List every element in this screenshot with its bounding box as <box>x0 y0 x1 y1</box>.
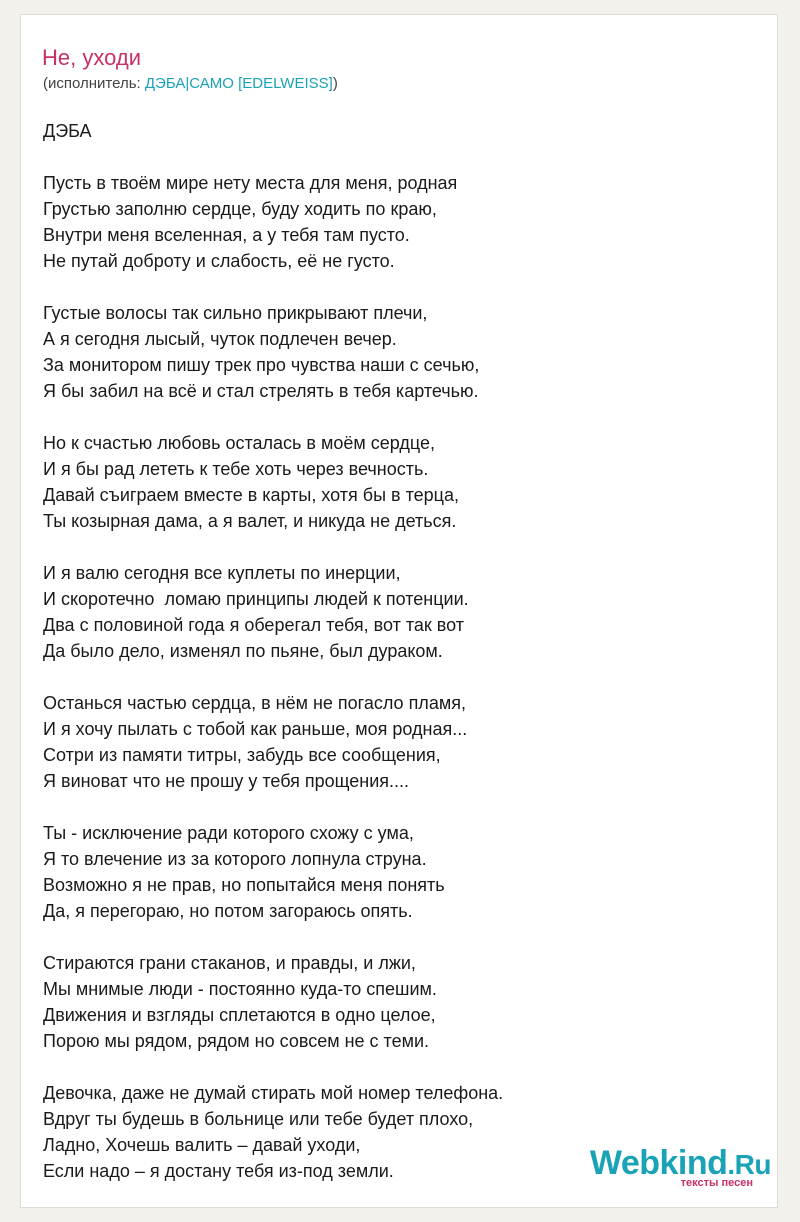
lyric-line: ДЭБА <box>43 121 92 141</box>
lyric-line: Движения и взгляды сплетаются в одно целое, <box>43 1005 436 1025</box>
lyric-line: Давай съиграем вместе в карты, хотя бы в терца, <box>43 485 459 505</box>
song-title: Не, уходи <box>42 45 141 70</box>
logo-name: Webkind <box>589 1144 728 1182</box>
logo-tld: .Ru <box>727 1149 771 1180</box>
webkind-logo[interactable] <box>571 1143 771 1193</box>
lyric-line: Не путай доброту и слабость, её не густо. <box>43 251 395 271</box>
artist-suffix: ) <box>332 75 338 92</box>
lyric-line: Но к счастью любовь осталась в моём сердце, <box>43 433 435 453</box>
lyric-line: Вдруг ты будешь в больнице или тебе будет плохо, <box>43 1109 474 1129</box>
lyric-spacer <box>43 534 763 560</box>
lyrics-card <box>20 14 778 1208</box>
lyric-line: За монитором пишу трек про чувства наши с сечью, <box>43 355 480 375</box>
lyric-line: И я бы рад лететь к тебе хоть через вечность. <box>43 459 429 479</box>
lyric-line: А я сегодня лысый, чуток подлечен вечер. <box>43 329 397 349</box>
lyric-line: Да было дело, изменял по пьяне, был дураком. <box>43 641 443 661</box>
artist-link[interactable]: ДЭБА|САМО [EDELWEISS] <box>144 75 333 92</box>
lyric-line: Пусть в твоём мире нету места для меня, родная <box>43 173 458 193</box>
lyric-spacer <box>43 924 763 950</box>
lyric-line: Если надо – я достану тебя из-под земли. <box>43 1161 394 1181</box>
lyric-line: Да, я перегораю, но потом загораюсь опять. <box>43 901 413 921</box>
lyric-line: И скоротечно ломаю принципы людей к потенции. <box>43 589 469 609</box>
lyric-line: Ты козырная дама, а я валет, и никуда не деться. <box>43 511 457 531</box>
logo-tagline: тексты песен <box>680 1177 753 1189</box>
lyric-line: Я бы забил на всё и стал стрелять в тебя картечью. <box>43 381 479 401</box>
lyric-line: Два с половиной года я оберегал тебя, вот так вот <box>43 615 465 635</box>
lyric-spacer <box>43 404 763 430</box>
lyric-line: Мы мнимые люди - постоянно куда-то спешим. <box>43 979 437 999</box>
lyric-line: Порою мы рядом, рядом но совсем не с теми. <box>43 1031 430 1051</box>
lyric-line: Возможно я не прав, но попытайся меня понять <box>43 875 445 895</box>
lyric-line: Густые волосы так сильно прикрывают плечи, <box>43 303 428 323</box>
lyric-line: И я хочу пылать с тобой как раньше, моя родная... <box>43 719 468 739</box>
lyric-spacer <box>43 664 763 690</box>
lyric-line: Девочка, даже не думай стирать мой номер телефона. <box>43 1083 504 1103</box>
lyric-line: И я валю сегодня все куплеты по инерции, <box>43 563 401 583</box>
lyric-spacer <box>43 144 763 170</box>
lyric-line: Внутри меня вселенная, а у тебя там пусто. <box>43 225 410 245</box>
lyrics-body <box>43 118 763 1184</box>
lyric-line: Останься частью сердца, в нём не погасло пламя, <box>43 693 466 713</box>
artist-line <box>43 74 338 94</box>
lyric-spacer <box>43 1054 763 1080</box>
lyric-line: Грустью заполню сердце, буду ходить по краю, <box>43 199 437 219</box>
lyric-spacer <box>43 794 763 820</box>
artist-prefix: (исполнитель: <box>43 75 145 92</box>
lyric-line: Сотри из памяти титры, забудь все сообщения, <box>43 745 441 765</box>
lyric-line: Стираются грани стаканов, и правды, и лжи, <box>43 953 416 973</box>
lyric-line: Я то влечение из за которого лопнула струна. <box>43 849 427 869</box>
lyric-line: Ты - исключение ради которого схожу с ума, <box>43 823 414 843</box>
lyric-spacer <box>43 274 763 300</box>
lyric-line: Я виноват что не прошу у тебя прощения.... <box>43 771 410 791</box>
lyric-line: Ладно, Хочешь валить – давай уходи, <box>43 1135 361 1155</box>
